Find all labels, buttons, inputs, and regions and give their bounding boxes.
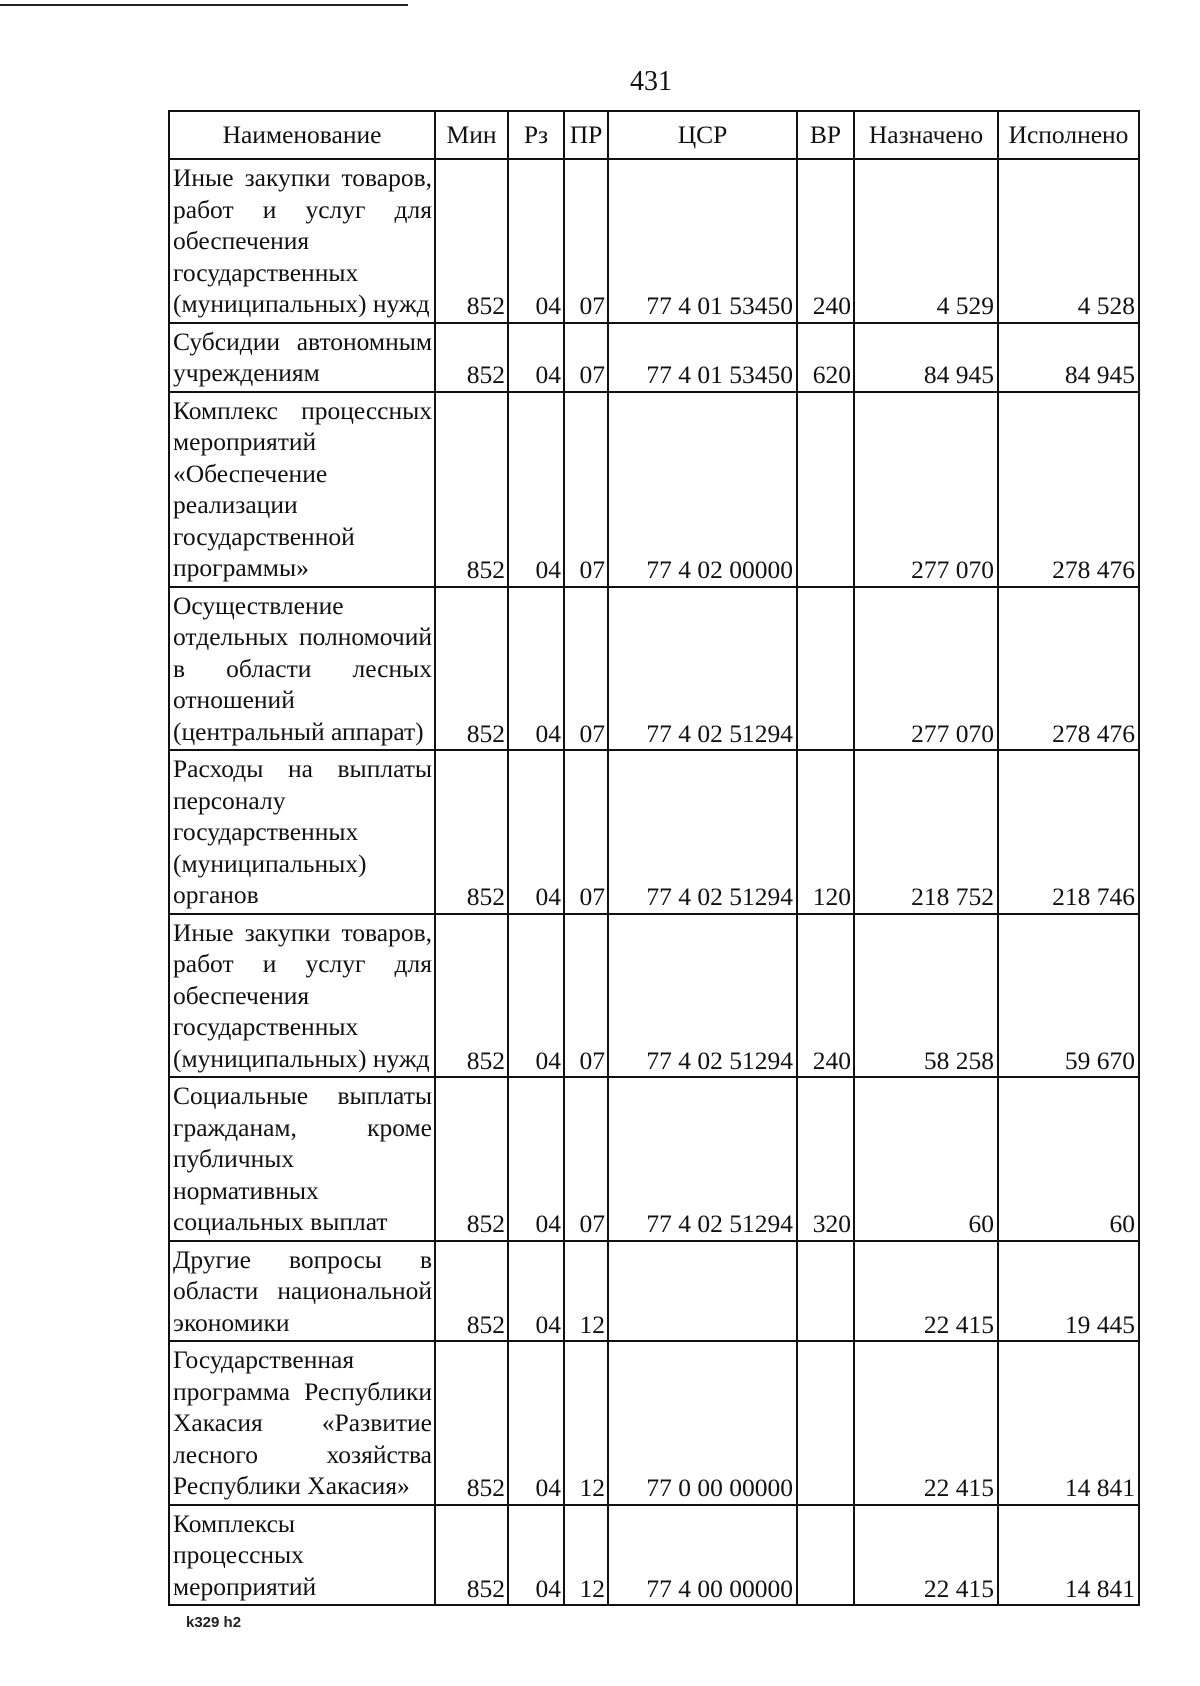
header-csr: ЦСР [608, 111, 797, 159]
table-row [169, 1505, 1139, 1606]
top-rule [0, 4, 408, 6]
cell-rz: 04 [508, 159, 564, 323]
cell-assigned: 22 415 [854, 1241, 998, 1342]
cell-min: 852 [435, 914, 508, 1078]
table-row [169, 1241, 1139, 1342]
table-row [169, 914, 1139, 1078]
cell-vr: 120 [797, 750, 854, 914]
cell-rz: 04 [508, 587, 564, 751]
cell-executed: 84 945 [998, 323, 1139, 392]
table-row [169, 1341, 1139, 1505]
cell-name: Осуществление отдельных полномочий в области лесных отношений (центральный аппарат) [169, 587, 435, 751]
header-vr: ВР [797, 111, 854, 159]
cell-csr: 77 4 02 51294 [608, 587, 797, 751]
cell-pr: 07 [564, 587, 608, 751]
cell-rz: 04 [508, 1077, 564, 1241]
cell-pr: 07 [564, 323, 608, 392]
cell-name: Другие вопросы в области национальной экономики [169, 1241, 435, 1342]
cell-assigned: 277 070 [854, 392, 998, 587]
cell-csr: 77 4 01 53450 [608, 323, 797, 392]
cell-executed: 14 841 [998, 1341, 1139, 1505]
cell-assigned: 277 070 [854, 587, 998, 751]
budget-table [168, 110, 1140, 1606]
cell-name: Комплекс процессных мероприятий «Обеспечение реализации государственной программы» [169, 392, 435, 587]
cell-csr: 77 0 00 00000 [608, 1341, 797, 1505]
cell-min: 852 [435, 159, 508, 323]
header-rz: Рз [508, 111, 564, 159]
cell-pr: 07 [564, 914, 608, 1078]
table-row [169, 1077, 1139, 1241]
cell-pr: 12 [564, 1341, 608, 1505]
cell-assigned: 84 945 [854, 323, 998, 392]
cell-name: Государственная программа Республики Хакасия «Развитие лесного хозяйства Республики Хакасия» [169, 1341, 435, 1505]
cell-csr: 77 4 00 00000 [608, 1505, 797, 1606]
header-name: Наименование [169, 111, 435, 159]
cell-vr: 240 [797, 914, 854, 1078]
cell-executed: 278 476 [998, 392, 1139, 587]
cell-assigned: 4 529 [854, 159, 998, 323]
cell-executed: 19 445 [998, 1241, 1139, 1342]
table-row [169, 392, 1139, 587]
header-assigned: Назначено [854, 111, 998, 159]
cell-name: Расходы на выплаты персоналу государственных (муниципальных) органов [169, 750, 435, 914]
footer-code: k329 h2 [186, 1614, 242, 1631]
cell-name: Иные закупки товаров, работ и услуг для обеспечения государственных (муниципальных) нужд [169, 159, 435, 323]
cell-executed: 4 528 [998, 159, 1139, 323]
cell-min: 852 [435, 1077, 508, 1241]
header-pr: ПР [564, 111, 608, 159]
cell-executed: 60 [998, 1077, 1139, 1241]
cell-rz: 04 [508, 750, 564, 914]
cell-executed: 59 670 [998, 914, 1139, 1078]
cell-csr: 77 4 02 51294 [608, 914, 797, 1078]
cell-min: 852 [435, 1241, 508, 1342]
cell-rz: 04 [508, 1505, 564, 1606]
table-row [169, 587, 1139, 751]
cell-pr: 07 [564, 750, 608, 914]
cell-assigned: 60 [854, 1077, 998, 1241]
table-row [169, 159, 1139, 323]
cell-vr [797, 392, 854, 587]
cell-min: 852 [435, 392, 508, 587]
cell-executed: 278 476 [998, 587, 1139, 751]
cell-pr: 12 [564, 1241, 608, 1342]
cell-assigned: 58 258 [854, 914, 998, 1078]
cell-pr: 12 [564, 1505, 608, 1606]
cell-vr: 240 [797, 159, 854, 323]
header-min: Мин [435, 111, 508, 159]
cell-name: Иные закупки товаров, работ и услуг для обеспечения государственных (муниципальных) нужд [169, 914, 435, 1078]
cell-vr [797, 587, 854, 751]
cell-csr: 77 4 02 51294 [608, 1077, 797, 1241]
cell-executed: 218 746 [998, 750, 1139, 914]
cell-rz: 04 [508, 1241, 564, 1342]
cell-pr: 07 [564, 159, 608, 323]
cell-csr: 77 4 02 00000 [608, 392, 797, 587]
cell-vr: 320 [797, 1077, 854, 1241]
cell-pr: 07 [564, 392, 608, 587]
cell-csr [608, 1241, 797, 1342]
cell-assigned: 22 415 [854, 1341, 998, 1505]
cell-executed: 14 841 [998, 1505, 1139, 1606]
header-executed: Исполнено [998, 111, 1139, 159]
cell-rz: 04 [508, 392, 564, 587]
cell-name: Социальные выплаты гражданам, кроме публичных нормативных социальных выплат [169, 1077, 435, 1241]
cell-name: Субсидии автономным учреждениям [169, 323, 435, 392]
cell-rz: 04 [508, 1341, 564, 1505]
cell-assigned: 22 415 [854, 1505, 998, 1606]
cell-vr: 620 [797, 323, 854, 392]
cell-min: 852 [435, 587, 508, 751]
cell-min: 852 [435, 750, 508, 914]
cell-vr [797, 1341, 854, 1505]
table-header-row [169, 111, 1139, 159]
page-number: 431 [630, 66, 672, 97]
cell-csr: 77 4 02 51294 [608, 750, 797, 914]
cell-csr: 77 4 01 53450 [608, 159, 797, 323]
cell-min: 852 [435, 1505, 508, 1606]
cell-vr [797, 1505, 854, 1606]
cell-assigned: 218 752 [854, 750, 998, 914]
cell-min: 852 [435, 1341, 508, 1505]
cell-min: 852 [435, 323, 508, 392]
table-row [169, 323, 1139, 392]
cell-rz: 04 [508, 323, 564, 392]
cell-name: Комплексы процессных мероприятий [169, 1505, 435, 1606]
cell-vr [797, 1241, 854, 1342]
cell-pr: 07 [564, 1077, 608, 1241]
cell-rz: 04 [508, 914, 564, 1078]
table-row [169, 750, 1139, 914]
